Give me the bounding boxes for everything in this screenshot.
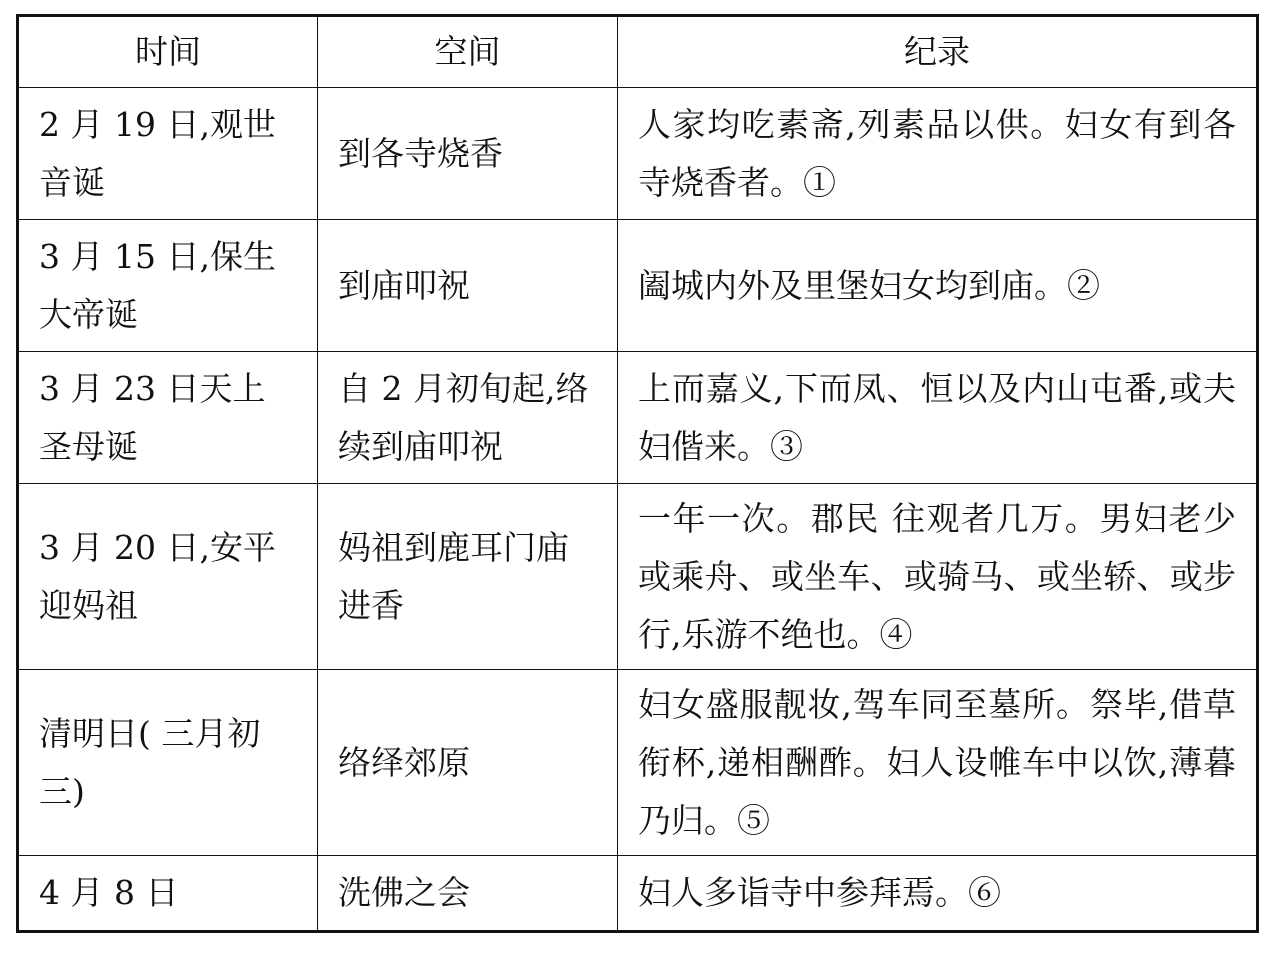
- cell-record: 妇女盛服靓妆,驾车同至墓所。祭毕,借草衔杯,递相酬酢。妇人设帷车中以饮,薄暮 乃归。⑤: [618, 670, 1258, 856]
- table-row: [18, 484, 1258, 670]
- cell-record: 阖城内外及里堡妇女均到庙。②: [618, 220, 1258, 352]
- cell-space: 自 2 月初旬起,络续到庙叩祝: [318, 352, 618, 484]
- header-time: 时间: [18, 16, 318, 88]
- table-row: [18, 352, 1258, 484]
- cell-time: 3 月 23 日天上圣母诞: [18, 352, 318, 484]
- cell-record: 妇人多诣寺中参拜焉。⑥: [618, 856, 1258, 932]
- table-row: [18, 220, 1258, 352]
- cell-space: 到庙叩祝: [318, 220, 618, 352]
- cell-space: 到各寺烧香: [318, 88, 618, 220]
- cell-record: 上而嘉义,下而凤、恒以及内山屯番,或夫妇偕来。③: [618, 352, 1258, 484]
- cell-time: 3 月 20 日,安平迎妈祖: [18, 484, 318, 670]
- cell-time: 清明日( 三月初三): [18, 670, 318, 856]
- cell-record: 人家均吃素斋,列素品以供。妇女有到各寺烧香者。①: [618, 88, 1258, 220]
- cell-space: 妈祖到鹿耳门庙进香: [318, 484, 618, 670]
- cell-record: 一年一次。郡民 往观者几万。男妇老少或乘舟、或坐车、或骑马、或坐轿、或步行,乐游不绝也。④: [618, 484, 1258, 670]
- header-space: 空间: [318, 16, 618, 88]
- cell-time: 3 月 15 日,保生大帝诞: [18, 220, 318, 352]
- table-row: [18, 88, 1258, 220]
- table-container: [16, 14, 1256, 933]
- table-row: [18, 856, 1258, 932]
- header-record: 纪录: [618, 16, 1258, 88]
- cell-time: 4 月 8 日: [18, 856, 318, 932]
- table-row: [18, 670, 1258, 856]
- cell-space: 络绎郊原: [318, 670, 618, 856]
- cell-space: 洗佛之会: [318, 856, 618, 932]
- table-header-row: [18, 16, 1258, 88]
- festival-records-table: [16, 14, 1259, 933]
- cell-time: 2 月 19 日,观世音诞: [18, 88, 318, 220]
